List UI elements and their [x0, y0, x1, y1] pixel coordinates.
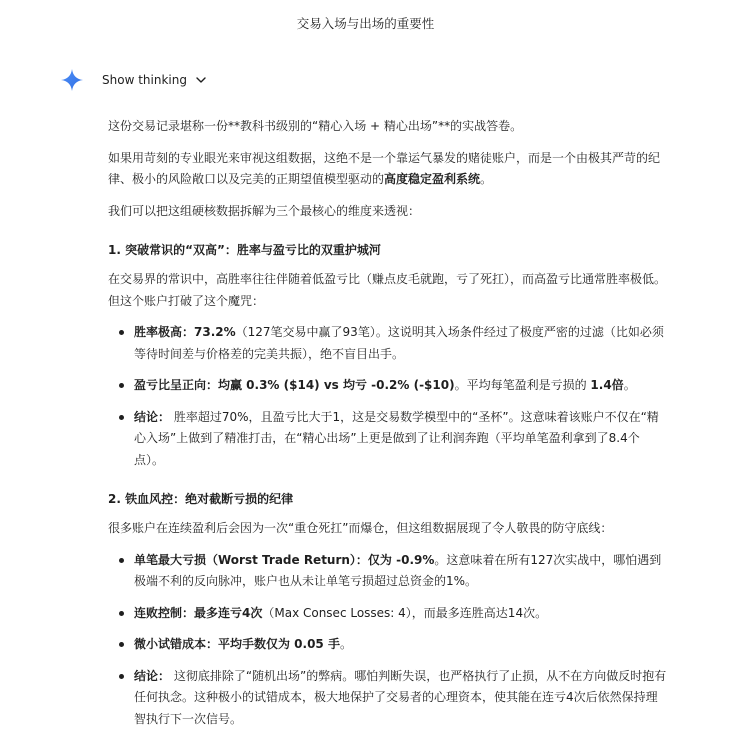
thinking-row — [60, 68, 207, 92]
list-item: 微小试错成本：平均手数仅为 0.05 手。 — [134, 634, 668, 656]
conversation-title: 交易入场与出场的重要性 — [296, 16, 435, 31]
list-item: 连败控制：最多连亏4次（Max Consec Losses: 4），而最多连胜高达14次。 — [134, 603, 668, 625]
show-thinking-label: Show thinking — [102, 73, 187, 87]
section-2-paragraph: 很多账户在连续盈利后会因为一次“重仓死扛”而爆仓，但这组数据展现了令人敬畏的防守底线： — [108, 521, 613, 535]
section-1-heading: 1. 突破常识的“双高”：胜率与盈亏比的双重护城河 — [108, 243, 381, 257]
section-1-paragraph: 在交易界的常识中，高胜率往往伴随着低盈亏比（赚点皮毛就跑，亏了死扛），而高盈亏比通常胜率极低。但这个账户打破了这个魔咒： — [108, 272, 667, 308]
section-2-list — [108, 550, 668, 731]
list-item: 单笔最大亏损（Worst Trade Return）：仅为 -0.9%。这意味着在所有127次实战中，哪怕遇到极端不利的反向脉冲，账户也从未让单笔亏损超过总资金的1%。 — [134, 550, 668, 593]
intro-paragraph-1: 这份交易记录堪称一份**教科书级别的“精心入场 + 精心出场”**的实战答卷。 — [108, 119, 523, 133]
gemini-spark-icon — [60, 68, 84, 92]
chevron-down-icon — [195, 74, 207, 86]
list-item: 盈亏比呈正向：均赢 0.3% ($14) vs 均亏 -0.2% (-$10)。平均每笔盈利是亏损的 1.4倍。 — [134, 375, 668, 397]
list-item: 结论： 这彻底排除了“随机出场”的弊病。哪怕判断失误，也严格执行了止损，从不在方向做反时抱有任何执念。这种极小的试错成本，极大地保护了交易者的心理资本，使其能在连亏4次后依然保持理智执行下一次信号。 — [134, 666, 668, 731]
intro-paragraph-2: 如果用苛刻的专业眼光来审视这组数据，这绝不是一个靠运气暴发的赌徒账户，而是一个由极其严苛的纪律、极小的风险敞口以及完美的正期望值模型驱动的高度稳定盈利系统。 — [108, 150, 661, 186]
response-body — [108, 116, 668, 740]
intro-paragraph-3: 我们可以把这组硬核数据拆解为三个最核心的维度来透视： — [108, 203, 421, 218]
list-item: 胜率极高：73.2%（127笔交易中赢了93笔）。这说明其入场条件经过了极度严密的过滤（比如必须等待时间差与价格差的完美共振），绝不盲目出手。 — [134, 322, 668, 365]
section-2-heading: 2. 铁血风控：绝对截断亏损的纪律 — [108, 492, 294, 506]
section-1-list — [108, 322, 668, 471]
list-item: 结论： 胜率超过70%，且盈亏比大于1，这是交易数学模型中的“圣杯”。这意味着该账户不仅在“精心入场”上做到了精准打击，在“精心出场”上更是做到了让利润奔跑（平均单笔盈利拿到了8.4个点）。 — [134, 407, 668, 472]
show-thinking-button[interactable] — [102, 73, 207, 87]
